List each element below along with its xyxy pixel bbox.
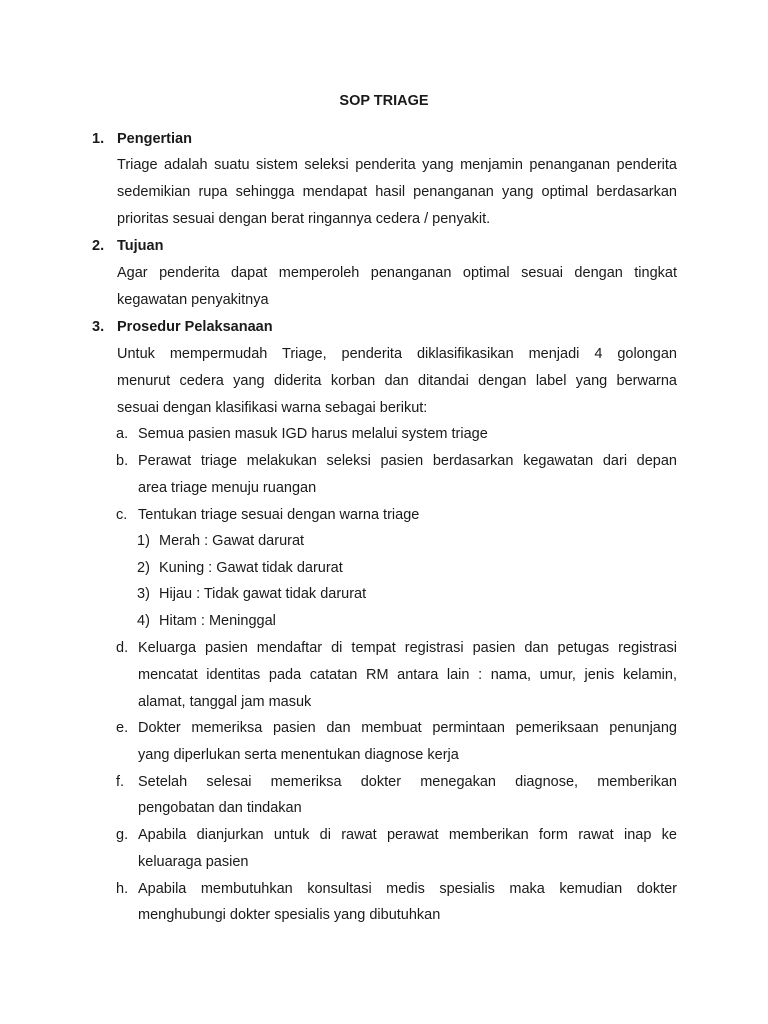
section-heading: Tujuan <box>117 238 164 254</box>
section-text-line: sedemikian rupa sehingga mendapat hasil penanganan yang optimal berdasarkan <box>117 184 677 200</box>
section-text-line: Untuk mempermudah Triage, penderita diklasifikasikan menjadi 4 golongan <box>117 346 677 362</box>
step-text-line: Setelah selesai memeriksa dokter menegakan diagnose, memberikan <box>138 774 677 790</box>
section-number: 3. <box>92 319 105 335</box>
section-text-line: Triage adalah suatu sistem seleksi penderita yang menjamin penanganan penderita <box>117 157 677 173</box>
section-text-line: sesuai dengan klasifikasi warna sebagai berikut: <box>117 400 428 416</box>
step-letter: h. <box>116 881 129 897</box>
step-letter: d. <box>116 640 129 656</box>
triage-color-number: 1) <box>137 533 150 549</box>
section-text-line: menurut cedera yang diderita korban dan ditandai dengan label yang berwarna <box>117 373 677 389</box>
step-letter: e. <box>116 720 129 736</box>
step-text-line: pengobatan dan tindakan <box>138 800 302 816</box>
step-text-line: Apabila dianjurkan untuk di rawat perawat memberikan form rawat inap ke <box>138 827 677 843</box>
step-letter: a. <box>116 426 129 442</box>
section-text-line: prioritas sesuai dengan berat ringannya cedera / penyakit. <box>117 211 491 227</box>
section-number: 1. <box>92 131 105 147</box>
triage-color-text: Kuning : Gawat tidak darurat <box>159 560 343 576</box>
section-number: 2. <box>92 238 105 254</box>
step-letter: c. <box>116 507 128 523</box>
document-title: SOP TRIAGE <box>339 93 429 109</box>
step-text-line: Keluarga pasien mendaftar di tempat registrasi pasien dan petugas registrasi <box>138 640 677 656</box>
step-text-line: mencatat identitas pada catatan RM antara lain : nama, umur, jenis kelamin, <box>138 667 677 683</box>
section-text-line: kegawatan penyakitnya <box>117 292 269 308</box>
step-text-line: Tentukan triage sesuai dengan warna triage <box>138 507 420 523</box>
triage-color-number: 3) <box>137 586 150 602</box>
section-heading: Prosedur Pelaksanaan <box>117 319 273 335</box>
step-text-line: Dokter memeriksa pasien dan membuat permintaan pemeriksaan penunjang <box>138 720 677 736</box>
step-text-line: Perawat triage melakukan seleksi pasien berdasarkan kegawatan dari depan <box>138 453 677 469</box>
step-letter: f. <box>116 774 125 790</box>
triage-color-text: Hijau : Tidak gawat tidak darurat <box>159 586 367 602</box>
step-text-line: keluaraga pasien <box>138 854 249 870</box>
step-text-line: Apabila membutuhkan konsultasi medis spesialis maka kemudian dokter <box>138 881 677 897</box>
triage-color-text: Hitam : Meninggal <box>159 613 276 629</box>
triage-color-number: 2) <box>137 560 150 576</box>
step-text-line: area triage menuju ruangan <box>138 480 317 496</box>
section-heading: Pengertian <box>117 131 192 147</box>
step-text-line: yang diperlukan serta menentukan diagnose kerja <box>138 747 459 763</box>
triage-color-text: Merah : Gawat darurat <box>159 533 305 549</box>
triage-color-number: 4) <box>137 613 150 629</box>
section-text-line: Agar penderita dapat memperoleh penanganan optimal sesuai dengan tingkat <box>117 265 677 281</box>
step-text-line: Semua pasien masuk IGD harus melalui system triage <box>138 426 488 442</box>
step-text-line: alamat, tanggal jam masuk <box>138 694 312 710</box>
step-letter: b. <box>116 453 129 469</box>
step-text-line: menghubungi dokter spesialis yang dibutuhkan <box>138 907 441 923</box>
step-letter: g. <box>116 827 129 843</box>
